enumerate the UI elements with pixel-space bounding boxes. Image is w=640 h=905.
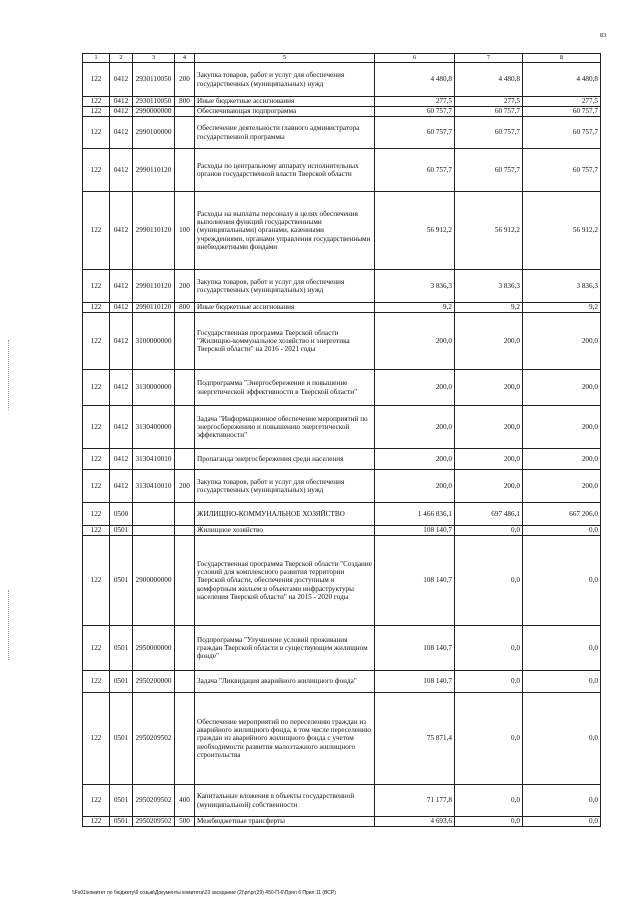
- table-row: [83, 63, 601, 97]
- amount-year2-cell: 277,5: [455, 97, 523, 107]
- description-cell: Расходы по центральному аппарату исполнительных органов государственной власти Тверской области: [195, 149, 375, 192]
- amount-year1-cell: 60 757,7: [375, 107, 455, 117]
- amount-year3-cell: 0,0: [523, 817, 601, 827]
- description-cell: Задача "Ликвидация аварийного жилищного фонда": [195, 671, 375, 693]
- amount-year3-cell: 9,2: [523, 303, 601, 313]
- amount-year1-cell: 4 693,6: [375, 817, 455, 827]
- header-cell: 2: [110, 54, 133, 63]
- header-cell: 8: [523, 54, 601, 63]
- expense-type-cell: 500: [175, 817, 195, 827]
- expense-type-cell: [175, 503, 195, 526]
- section-code-cell: 0501: [110, 693, 133, 785]
- expense-type-cell: 200: [175, 63, 195, 97]
- amount-year2-cell: 56 912,2: [455, 192, 523, 270]
- amount-year2-cell: 200,0: [455, 470, 523, 503]
- dept-code-cell: 122: [83, 406, 110, 449]
- target-article-cell: 3130000000: [133, 370, 175, 406]
- target-article-cell: 2990110120: [133, 270, 175, 303]
- table-row: [83, 370, 601, 406]
- description-cell: ЖИЛИЩНО-КОММУНАЛЬНОЕ ХОЗЯЙСТВО: [195, 503, 375, 526]
- dept-code-cell: 122: [83, 817, 110, 827]
- amount-year1-cell: 56 912,2: [375, 192, 455, 270]
- amount-year3-cell: 60 757,7: [523, 117, 601, 149]
- description-cell: Подпрограмма "Улучшение условий проживания граждан Тверской области в существующем жилищном фонде": [195, 626, 375, 671]
- section-code-cell: 0501: [110, 817, 133, 827]
- target-article-cell: 3100000000: [133, 313, 175, 370]
- expense-type-cell: [175, 449, 195, 470]
- amount-year2-cell: 9,2: [455, 303, 523, 313]
- description-cell: Межбюджетные трансферты: [195, 817, 375, 827]
- expense-type-cell: [175, 526, 195, 536]
- section-code-cell: 0412: [110, 406, 133, 449]
- amount-year1-cell: 108 140,7: [375, 671, 455, 693]
- table-row: [83, 192, 601, 270]
- expense-type-cell: [175, 671, 195, 693]
- dept-code-cell: 122: [83, 192, 110, 270]
- amount-year1-cell: 60 757,7: [375, 117, 455, 149]
- amount-year2-cell: 200,0: [455, 406, 523, 449]
- table-row: [83, 303, 601, 313]
- amount-year3-cell: 56 912,2: [523, 192, 601, 270]
- amount-year2-cell: 200,0: [455, 313, 523, 370]
- expense-type-cell: 400: [175, 785, 195, 817]
- table-row: [83, 785, 601, 817]
- expense-type-cell: [175, 313, 195, 370]
- margin-mark: [8, 590, 10, 660]
- amount-year2-cell: 0,0: [455, 817, 523, 827]
- description-cell: Расходы на выплаты персоналу в целях обеспечения выполнения функций государственными (муниципальными) органами, казенными учреждениями, органами управления государственными внебюджетными фондами: [195, 192, 375, 270]
- table-row: [83, 503, 601, 526]
- expense-type-cell: 200: [175, 270, 195, 303]
- section-code-cell: 0412: [110, 192, 133, 270]
- header-cell: 6: [375, 54, 455, 63]
- amount-year2-cell: 0,0: [455, 526, 523, 536]
- section-code-cell: 0501: [110, 536, 133, 626]
- dept-code-cell: 122: [83, 107, 110, 117]
- target-article-cell: 2950000000: [133, 626, 175, 671]
- amount-year3-cell: 200,0: [523, 470, 601, 503]
- expense-type-cell: [175, 117, 195, 149]
- amount-year2-cell: 0,0: [455, 626, 523, 671]
- dept-code-cell: 122: [83, 63, 110, 97]
- dept-code-cell: 122: [83, 470, 110, 503]
- amount-year2-cell: 200,0: [455, 370, 523, 406]
- amount-year1-cell: 277,5: [375, 97, 455, 107]
- description-cell: Иные бюджетные ассигнования: [195, 97, 375, 107]
- amount-year2-cell: 3 836,3: [455, 270, 523, 303]
- description-cell: Пропаганда энергосбережения среди населения: [195, 449, 375, 470]
- header-cell: 1: [83, 54, 110, 63]
- table-row: [83, 313, 601, 370]
- section-code-cell: 0501: [110, 526, 133, 536]
- table-row: [83, 117, 601, 149]
- amount-year1-cell: 4 480,8: [375, 63, 455, 97]
- amount-year1-cell: 108 140,7: [375, 626, 455, 671]
- dept-code-cell: 122: [83, 503, 110, 526]
- section-code-cell: 0412: [110, 449, 133, 470]
- amount-year1-cell: 3 836,3: [375, 270, 455, 303]
- amount-year1-cell: 9,2: [375, 303, 455, 313]
- section-code-cell: 0412: [110, 313, 133, 370]
- header-cell: 7: [455, 54, 523, 63]
- amount-year3-cell: 0,0: [523, 785, 601, 817]
- page-number: 83: [600, 33, 606, 39]
- section-code-cell: 0501: [110, 785, 133, 817]
- dept-code-cell: 122: [83, 303, 110, 313]
- amount-year2-cell: 0,0: [455, 785, 523, 817]
- table-row: [83, 449, 601, 470]
- amount-year1-cell: 200,0: [375, 406, 455, 449]
- table-row: [83, 693, 601, 785]
- section-code-cell: 0412: [110, 149, 133, 192]
- header-cell: 5: [195, 54, 375, 63]
- target-article-cell: [133, 503, 175, 526]
- dept-code-cell: 122: [83, 370, 110, 406]
- amount-year1-cell: 200,0: [375, 449, 455, 470]
- amount-year1-cell: 60 757,7: [375, 149, 455, 192]
- description-cell: Иные бюджетные ассигнования: [195, 303, 375, 313]
- target-article-cell: 2990110120: [133, 192, 175, 270]
- expense-type-cell: [175, 406, 195, 449]
- description-cell: Государственная программа Тверской области "Создание условий для комплексного развития территории Тверской области, обеспечения доступным и комфортным жильем и объектами инфраструктуры населения Тверской области" на 2015 - 2020 годы: [195, 536, 375, 626]
- description-cell: Подпрограмма "Энергосбережение и повышение энергетической эффективности в Тверской области": [195, 370, 375, 406]
- amount-year1-cell: 108 140,7: [375, 526, 455, 536]
- expense-type-cell: 100: [175, 192, 195, 270]
- description-cell: Закупка товаров, работ и услуг для обеспечения государственных (муниципальных) нужд: [195, 63, 375, 97]
- amount-year3-cell: 60 757,7: [523, 149, 601, 192]
- description-cell: Обеспечивающая подпрограмма: [195, 107, 375, 117]
- margin-mark: [8, 340, 10, 410]
- target-article-cell: 3130410010: [133, 470, 175, 503]
- section-code-cell: 0412: [110, 270, 133, 303]
- amount-year2-cell: 4 480,8: [455, 63, 523, 97]
- amount-year1-cell: 108 140,7: [375, 536, 455, 626]
- dept-code-cell: 122: [83, 149, 110, 192]
- section-code-cell: 0501: [110, 671, 133, 693]
- expense-type-cell: [175, 536, 195, 626]
- description-cell: Государственная программа Тверской области "Жилищно-коммунальное хозяйство и энергетика Тверской области" на 2016 - 2021 годы: [195, 313, 375, 370]
- dept-code-cell: 122: [83, 785, 110, 817]
- description-cell: Обеспечение деятельности главного администратора государственной программы: [195, 117, 375, 149]
- header-row: [83, 54, 601, 63]
- expense-type-cell: [175, 370, 195, 406]
- table-row: [83, 526, 601, 536]
- expense-type-cell: 200: [175, 470, 195, 503]
- amount-year3-cell: 200,0: [523, 370, 601, 406]
- dept-code-cell: 122: [83, 97, 110, 107]
- target-article-cell: 2990110120: [133, 149, 175, 192]
- target-article-cell: 3130400000: [133, 406, 175, 449]
- target-article-cell: 3130410010: [133, 449, 175, 470]
- section-code-cell: 0412: [110, 370, 133, 406]
- header-cell: 4: [175, 54, 195, 63]
- description-cell: Капитальные вложения в объекты государственной (муниципальной) собственности: [195, 785, 375, 817]
- target-article-cell: 2950209502: [133, 693, 175, 785]
- dept-code-cell: 122: [83, 270, 110, 303]
- dept-code-cell: 122: [83, 449, 110, 470]
- dept-code-cell: 122: [83, 117, 110, 149]
- amount-year3-cell: 200,0: [523, 406, 601, 449]
- section-code-cell: 0412: [110, 470, 133, 503]
- table-row: [83, 671, 601, 693]
- target-article-cell: 2930110050: [133, 97, 175, 107]
- target-article-cell: 2990100000: [133, 117, 175, 149]
- section-code-cell: 0412: [110, 97, 133, 107]
- amount-year2-cell: 0,0: [455, 693, 523, 785]
- dept-code-cell: 122: [83, 536, 110, 626]
- table-row: [83, 536, 601, 626]
- target-article-cell: 2990000000: [133, 107, 175, 117]
- table-row: [83, 626, 601, 671]
- table-row: [83, 406, 601, 449]
- table-row: [83, 149, 601, 192]
- amount-year3-cell: 200,0: [523, 313, 601, 370]
- amount-year3-cell: 667 206,0: [523, 503, 601, 526]
- description-cell: Обеспечение мероприятий по переселению граждан из аварийного жилищного фонда, в том числе переселению граждан из аварийного жилищного фонда с учетом необходимости развития малоэтажного жилищного строительства: [195, 693, 375, 785]
- section-code-cell: 0412: [110, 303, 133, 313]
- expense-type-cell: 800: [175, 97, 195, 107]
- section-code-cell: 0412: [110, 63, 133, 97]
- amount-year3-cell: 4 480,8: [523, 63, 601, 97]
- target-article-cell: 2950209502: [133, 817, 175, 827]
- table-row: [83, 107, 601, 117]
- amount-year1-cell: 75 871,4: [375, 693, 455, 785]
- amount-year1-cell: 200,0: [375, 470, 455, 503]
- target-article-cell: 2950200000: [133, 671, 175, 693]
- dept-code-cell: 122: [83, 313, 110, 370]
- dept-code-cell: 122: [83, 526, 110, 536]
- target-article-cell: 2930110050: [133, 63, 175, 97]
- expense-type-cell: [175, 626, 195, 671]
- header-cell: 3: [133, 54, 175, 63]
- section-code-cell: 0501: [110, 626, 133, 671]
- table-row: [83, 470, 601, 503]
- section-code-cell: 0500: [110, 503, 133, 526]
- expense-type-cell: 800: [175, 303, 195, 313]
- section-code-cell: 0412: [110, 107, 133, 117]
- table-row: [83, 97, 601, 107]
- budget-table: [82, 53, 601, 827]
- amount-year1-cell: 71 177,8: [375, 785, 455, 817]
- amount-year2-cell: 60 757,7: [455, 117, 523, 149]
- footer-file-path: \\Fs01\комитет по бюджету\6 созыв\Документы комитета\23 заседание (2)\pr\pr(29) 450-П-6\Прил 6 Прил 11 (ВСР): [72, 890, 336, 896]
- amount-year3-cell: 3 836,3: [523, 270, 601, 303]
- amount-year2-cell: 200,0: [455, 449, 523, 470]
- amount-year3-cell: 0,0: [523, 693, 601, 785]
- amount-year2-cell: 60 757,7: [455, 107, 523, 117]
- amount-year1-cell: 1 466 836,1: [375, 503, 455, 526]
- description-cell: Закупка товаров, работ и услуг для обеспечения государственных (муниципальных) нужд: [195, 270, 375, 303]
- amount-year3-cell: 0,0: [523, 626, 601, 671]
- target-article-cell: 2900000000: [133, 536, 175, 626]
- amount-year1-cell: 200,0: [375, 313, 455, 370]
- target-article-cell: [133, 526, 175, 536]
- description-cell: Задача "Информационное обеспечение мероприятий по энергосбережению и повышению энергетической эффективности": [195, 406, 375, 449]
- dept-code-cell: 122: [83, 671, 110, 693]
- amount-year2-cell: 60 757,7: [455, 149, 523, 192]
- target-article-cell: 2950209502: [133, 785, 175, 817]
- amount-year3-cell: 0,0: [523, 671, 601, 693]
- table-row: [83, 270, 601, 303]
- amount-year3-cell: 0,0: [523, 536, 601, 626]
- dept-code-cell: 122: [83, 626, 110, 671]
- description-cell: Закупка товаров, работ и услуг для обеспечения государственных (муниципальных) нужд: [195, 470, 375, 503]
- expense-type-cell: [175, 149, 195, 192]
- table-row: [83, 817, 601, 827]
- section-code-cell: 0412: [110, 117, 133, 149]
- amount-year3-cell: 60 757,7: [523, 107, 601, 117]
- amount-year1-cell: 200,0: [375, 370, 455, 406]
- target-article-cell: 2990110120: [133, 303, 175, 313]
- amount-year3-cell: 277,5: [523, 97, 601, 107]
- description-cell: Жилищное хозяйство: [195, 526, 375, 536]
- expense-type-cell: [175, 107, 195, 117]
- amount-year3-cell: 0,0: [523, 526, 601, 536]
- amount-year2-cell: 697 486,1: [455, 503, 523, 526]
- amount-year2-cell: 0,0: [455, 536, 523, 626]
- amount-year3-cell: 200,0: [523, 449, 601, 470]
- amount-year2-cell: 0,0: [455, 671, 523, 693]
- expense-type-cell: [175, 693, 195, 785]
- dept-code-cell: 122: [83, 693, 110, 785]
